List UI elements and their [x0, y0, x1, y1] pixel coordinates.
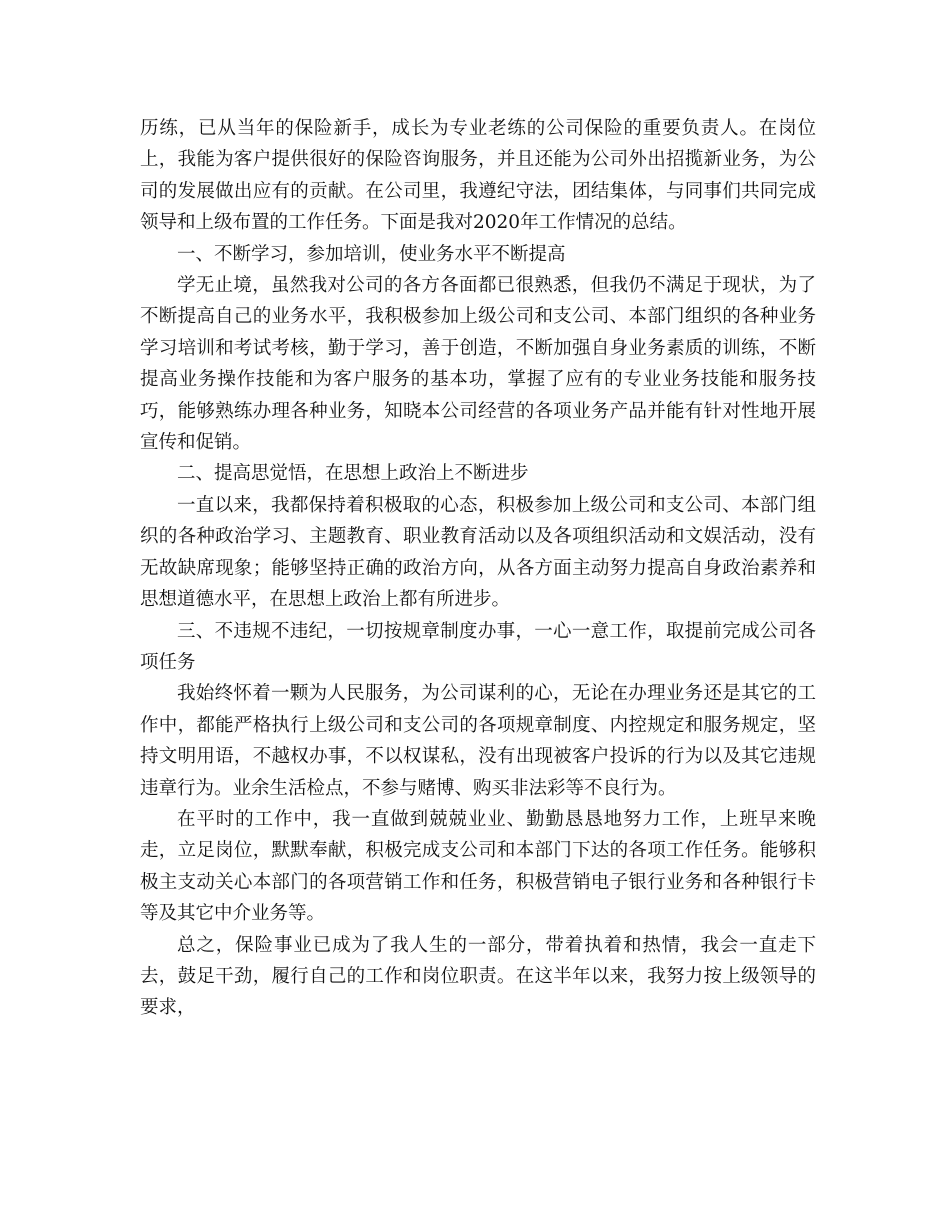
paragraph-summary: 总之，保险事业已成为了我人生的一部分，带着执着和热情，我会一直走下去，鼓足干劲，履行自己的工作和岗位职责。在这半年以来，我努力按上级领导的要求，	[140, 934, 816, 1019]
document-body	[140, 113, 816, 1024]
section-heading-1: 一、不断学习，参加培训，使业务水平不断提高	[177, 243, 566, 265]
section-heading-3: 三、不违规不违纪，一切按规章制度办事，一心一意工作，取提前完成公司各项任务	[140, 620, 816, 673]
paragraph-discipline: 我始终怀着一颗为人民服务，为公司谋利的心，无论在办理业务还是其它的工作中，都能严格执行上级公司和支公司的各项规章制度、内控规定和服务规定，坚持文明用语，不越权办事，不以权谋私，没有出现被客户投诉的行为以及其它违规违章行为。业余生活检点，不参与赌博、购买非法彩等不良行为。	[140, 683, 816, 799]
paragraph-continuation: 历练，已从当年的保险新手，成长为专业老练的公司保险的重要负责人。在岗位上，我能为客户提供很好的保险咨询服务，并且还能为公司外出招揽新业务，为公司的发展做出应有的贡献。在公司里，我遵纪守法，团结集体，与同事们共同完成领导和上级布置的工作任务。下面是我对2020年工作情况的总结。	[140, 118, 816, 234]
paragraph-political: 一直以来，我都保持着积极取的心态，积极参加上级公司和支公司、本部门组织的各种政治学习、主题教育、职业教育活动以及各项组织活动和文娱活动，没有无故缺席现象；能够坚持正确的政治方向，从各方面主动努力提高自身政治素养和思想道德水平，在思想上政治上都有所进步。	[140, 494, 816, 611]
paragraph-learning: 学无止境，虽然我对公司的各方各面都已很熟悉，但我仍不满足于现状，为了不断提高自己的业务水平，我积极参加上级公司和支公司、本部门组织的各种业务学习培训和考试考核，勤于学习，善于创造，不断加强自身业务素质的训练，不断提高业务操作技能和为客户服务的基本功，掌握了应有的专业业务技能和服务技巧，能够熟练办理各种业务，知晓本公司经营的各项业务产品并能有针对性地开展宣传和促销。	[140, 275, 816, 454]
paragraph-daily-work: 在平时的工作中，我一直做到兢兢业业、勤勤恳恳地努力工作，上班早来晚走，立足岗位，默默奉献，积极完成支公司和本部门下达的各项工作任务。能够积极主支动关心本部门的各项营销工作和任务，积极营销电子银行业务和各种银行卡等及其它中介业务等。	[140, 808, 816, 925]
section-heading-2: 二、提高思觉悟，在思想上政治上不断进步	[177, 463, 529, 485]
